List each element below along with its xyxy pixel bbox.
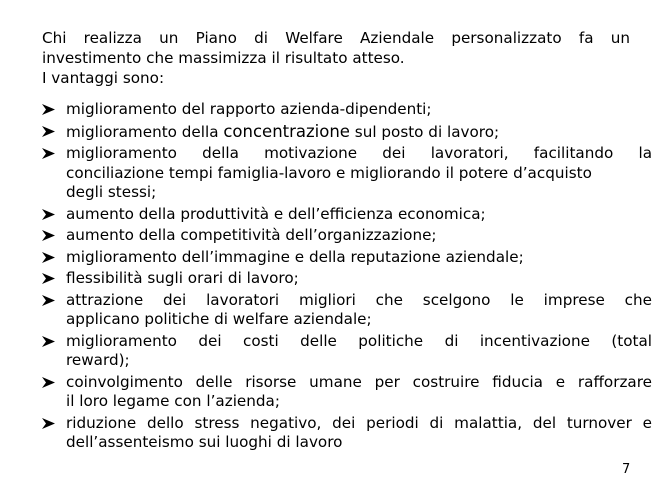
list-item	[42, 144, 652, 203]
list-item-text: aumento della produttività e dell’efficienza economica;	[66, 204, 486, 223]
list-item-text-post: sul posto di lavoro;	[349, 122, 500, 141]
list-item	[42, 332, 652, 371]
arrow-bullet-icon	[42, 414, 56, 433]
list-item	[42, 122, 652, 143]
arrow-bullet-icon	[42, 269, 56, 288]
list-item	[42, 226, 652, 246]
list-item-text: miglioramento del rapporto azienda-dipendenti;	[66, 100, 432, 118]
arrow-bullet-icon	[42, 291, 56, 310]
arrow-bullet-icon	[42, 122, 56, 141]
list-item-text: flessibilità sugli orari di lavoro;	[66, 269, 299, 287]
list-item-text: dell’assenteismo sui luoghi di lavoro	[66, 433, 343, 451]
list-item	[42, 100, 652, 120]
list-item-text: il loro legame con l’azienda;	[66, 392, 280, 410]
intro-line-2: investimento che massimizza il risultato atteso.	[42, 49, 405, 67]
list-item	[42, 373, 652, 412]
list-item-text: aumento della competitività dell’organizzazione;	[66, 226, 437, 244]
list-item-text-emphasis: concentrazione	[223, 121, 350, 141]
list-item-text: reward);	[66, 351, 130, 369]
list-item-text: coinvolgimento delle risorse umane per costruire fiducia e rafforzare	[66, 372, 652, 391]
list-item-text: miglioramento della motivazione dei lavoratori, facilitando la	[66, 144, 652, 162]
list-item-text: attrazione dei lavoratori migliori che scelgono le imprese che	[66, 290, 652, 309]
list-item-text: conciliazione tempi famiglia-lavoro e migliorando il potere d’acquisto	[66, 163, 592, 182]
list-item-text: degli stessi;	[66, 183, 157, 201]
list-item-text: miglioramento dell’immagine e della reputazione aziendale;	[66, 247, 524, 266]
list-item	[42, 269, 652, 289]
benefits-list	[42, 100, 652, 455]
list-item-text-pre: miglioramento della	[66, 122, 224, 141]
arrow-bullet-icon	[42, 100, 56, 119]
list-item	[42, 248, 652, 268]
arrow-bullet-icon	[42, 248, 56, 267]
list-item	[42, 414, 652, 453]
intro-line-3: I vantaggi sono:	[42, 69, 165, 87]
arrow-bullet-icon	[42, 373, 56, 392]
list-item-text: miglioramento dei costi delle politiche di incentivazione (total	[66, 331, 652, 350]
arrow-bullet-icon	[42, 226, 56, 245]
intro-line-1: Chi realizza un Piano di Welfare Aziendale personalizzato fa un	[42, 29, 630, 47]
list-item-text: applicano politiche di welfare aziendale;	[66, 310, 372, 328]
list-item	[42, 205, 652, 225]
intro-paragraph	[42, 28, 630, 88]
arrow-bullet-icon	[42, 144, 56, 163]
arrow-bullet-icon	[42, 332, 56, 351]
page-number: 7	[622, 462, 631, 477]
list-item	[42, 291, 652, 330]
arrow-bullet-icon	[42, 205, 56, 224]
list-item-text	[66, 122, 652, 143]
list-item-text: riduzione dello stress negativo, dei periodi di malattia, del turnover e	[66, 413, 652, 432]
